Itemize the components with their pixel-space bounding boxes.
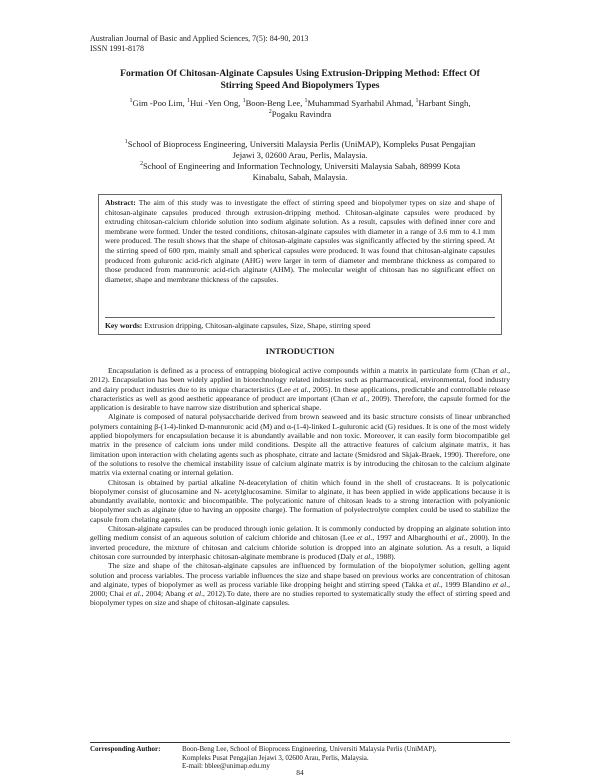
text-run: ., 2005). In these applications, predictable and controllable release characteristics as well as good aesthetic appearance of product are important (Chan <box>90 384 510 403</box>
footnote-label: Corresponding Author: <box>90 745 161 753</box>
introduction-body <box>90 366 510 742</box>
author-sup: 1 <box>242 98 246 105</box>
journal-header <box>90 34 308 54</box>
italic-run: et al <box>492 366 507 375</box>
footnote-line-2: Kompleks Pusat Pengajian Jejawi 3, 02600 Arau, Perlis, Malaysia. <box>182 753 369 762</box>
author-entry <box>305 98 414 108</box>
author-entry <box>130 98 185 108</box>
text-run: The size and shape of the chitosan-alginate capsules are influenced by formulation of the biopolymer solution, gelling agent solution and process variables. The process variable influences the size and shape based on previous works are concentration of chitosan and alginate, types of biopolymer as well as process variable like dropping height and stirring speed (Takka <box>90 561 510 589</box>
author-line-1 <box>80 98 520 109</box>
author-sup: 2 <box>268 109 272 116</box>
author-entry <box>415 98 470 108</box>
author-sup: 1 <box>186 98 190 105</box>
paper-title-line-1: Formation Of Chitosan-Alginate Capsules Using Extrusion-Dripping Method: Effect Of <box>120 68 480 79</box>
journal-citation: Australian Journal of Basic and Applied Sciences, 7(5): 84-90, 2013 <box>90 34 309 43</box>
keywords-text: Extrusion dripping, Chitosan-alginate capsules, Size, Shape, stirring speed <box>144 321 371 330</box>
footnote-lines <box>182 745 436 771</box>
affiliation-2 <box>100 161 500 172</box>
keywords-label: Key words: <box>105 321 143 330</box>
affiliation-sup: 2 <box>139 161 143 168</box>
text-run: ., 2009). Therefore, the capsule formed for the application is desirable to have narrow size distribution and spherical shape. <box>90 393 510 413</box>
italic-run: et al <box>126 589 140 599</box>
text-run: ., 1997 and Albarghouthi <box>370 533 450 543</box>
affiliation-line: School of Bioprocess Engineering, Universiti Malaysia Perlis (UniMAP), Kompleks Pusat Pengajian <box>127 139 476 149</box>
affiliation-1-cont: Jejawi 3, 02600 Arau, Perlis, Malaysia. <box>232 150 368 160</box>
body-paragraph <box>90 412 510 477</box>
italic-run: et al <box>356 533 371 543</box>
italic-run: et al <box>425 579 439 589</box>
author-entry <box>187 98 240 108</box>
italic-run: et al <box>356 551 371 561</box>
author-sup: 1 <box>129 98 133 105</box>
affiliation-1 <box>100 139 500 150</box>
text-run: ., 2012). Encapsulation has been widely applied in biotechnology related industries such as pharmaceutical, environmental, food industry and dairy product industries due to its unique characteristics (Lee <box>90 366 510 394</box>
author-name: Hui -Yen Ong, <box>189 98 241 108</box>
footnote-email: E-mail: bblee@unimap.edu.my <box>182 762 270 771</box>
author-entry <box>243 98 303 108</box>
author-name: Muhammad Syarhabil Ahmad, <box>307 98 414 108</box>
body-paragraph <box>90 561 510 607</box>
italic-run: et al <box>293 384 307 394</box>
author-line-2 <box>80 109 520 120</box>
text-run: ., 1988). <box>370 551 396 561</box>
footnote-line-1: Boon-Beng Lee, School of Bioprocess Engineering, Universiti Malaysia Perlis (UniMAP), <box>182 745 437 753</box>
body-paragraph <box>90 366 510 412</box>
paper-title <box>78 68 522 92</box>
text-run: Alginate is composed of natural polysaccharide derived from brown seaweed and its basic structure consists of linear unbranched polymers containing β-(1-4)-linked D-mannuronic acid (M) and α-(1-4)-linked L-guluronic acid (G) residues. It is one of the most widely applied biopolymers for encapsulation because it is abundantly available and non toxic. Moreover, it can easily form biocompatible gel matrix in the presence of calcium ions under mild conditions. Despite all the attractive features of calcium alginate matrix, it has limitation upon interaction with chelating agents such as phosphate, citrate and lactate (Smidsrod and Skjak-Braek, 1990). Therefore, one of the solutions to resolve the chemical instability issue of calcium alginate matrix is by introducing the chitosan to the calcium alginate matrix via external coating or internal gelation. <box>90 412 510 478</box>
italic-run: et al <box>187 589 202 599</box>
text-run: Encapsulation is defined as a process of entrapping biological active compounds within a matrix in particulate form (Chan <box>108 366 493 375</box>
text-run: Chitosan-alginate capsules can be produced through ionic gelation. It is commonly conducted by dropping an alginate solution into gelling medium consist of an aqueous solution of calcium chloride and chitosan (Lee <box>90 524 510 543</box>
text-run: ., 2000). In the inverted procedure, the mixture of chitosan and calcium chloride solution is dropped into an alginate solution. As a result, a liquid chitosan core surrounded by interphasic chitosan-alginate membrane is produced (Daly <box>90 533 510 561</box>
keywords <box>105 317 495 331</box>
author-list <box>80 98 520 120</box>
page-number: 84 <box>296 768 304 777</box>
abstract-box <box>98 194 502 335</box>
footnote-row <box>90 743 510 771</box>
text-run: ., 1999 Blandino <box>438 579 493 589</box>
affiliation-list <box>100 139 500 183</box>
italic-run: et al <box>492 579 507 589</box>
author-name: Gim -Poo Lim, <box>132 98 185 108</box>
author-sup: 1 <box>415 98 419 105</box>
affiliation-line: School of Engineering and Information Technology, Universiti Malaysia Sabah, 88999 Kota <box>142 161 461 171</box>
author-name: Boon-Beng Lee, <box>245 98 303 108</box>
abstract-label: Abstract: <box>105 198 136 207</box>
text-run: ., 2004; Abang <box>139 589 188 599</box>
paper-title-line-2: Stirring Speed And Biopolymers Types <box>220 80 380 91</box>
italic-run: et al <box>351 393 366 403</box>
affiliation-2-cont: Kinabalu, Sabah, Malaysia. <box>252 172 348 182</box>
corresponding-author-footnote <box>90 742 510 771</box>
author-sup: 1 <box>304 98 308 105</box>
author-entry <box>269 109 331 119</box>
author-name: Harbant Singh, <box>418 98 471 108</box>
text-run: ., 2012).To date, there are no studies reported to systematically study the effect of stirring speed and biopolymer types on size and shape of chitosan-alginate capsules. <box>90 589 510 608</box>
affiliation-sup: 1 <box>124 139 128 146</box>
author-name: Pogaku Ravindra <box>271 109 332 119</box>
text-run: ., 2000; Chai <box>90 579 510 599</box>
text-run: Chitosan is obtained by partial alkaline N-deacetylation of chitin which found in the shell of crustaceans. It is polycationic biopolymer consist of glucosamine and N- acetylglucosamine. Similar to alginate, it has been applied in wide applications because it is abundantly available, nontoxic and biocompatible. The polycationic nature of chitosan leads to a strong interaction with polyanionic biopolymer such as alginate (due to having an opposite charge). The formation of polyelectrolyte complex could be used to stabilize the capsule from chelating agents. <box>90 477 510 524</box>
journal-issn: ISSN 1991-8178 <box>90 44 145 53</box>
abstract-text: The aim of this study was to investigate the effect of stirring speed and biopolymer types on size and shape of chitosan-alginate capsules produced through extrusion-dripping method. Chitosan-alginate capsules were produced by extruding chitosan-calcium chloride solution into sodium alginate solution. As a result, capsules with defined inner core and membrane were formed. Under the tested conditions, chitosan-alginate capsules with diameter in a range of 3.6 mm to 4.1 mm were produced. The result shows that the shape of chitosan-alginate capsules was significantly affected by the stirring speed. At the stirring speed of 600 rpm, mainly small and spherical capsules were produced. It was found that chitosan-alginate capsules produced from guluronic acid-rich alginate (AHG) were larger in term of diameter and membrane thickness as compared to those produced from mannuronic acid-rich alginate (AHM). The molecular weight of chitosan has no significant effect on diameter, shape and membrane thickness of the capsules. <box>105 198 495 284</box>
abstract <box>105 198 495 313</box>
italic-run: et al <box>449 533 464 543</box>
body-paragraph <box>90 524 510 561</box>
body-paragraph <box>90 478 510 524</box>
section-heading-introduction: INTRODUCTION <box>265 346 335 356</box>
